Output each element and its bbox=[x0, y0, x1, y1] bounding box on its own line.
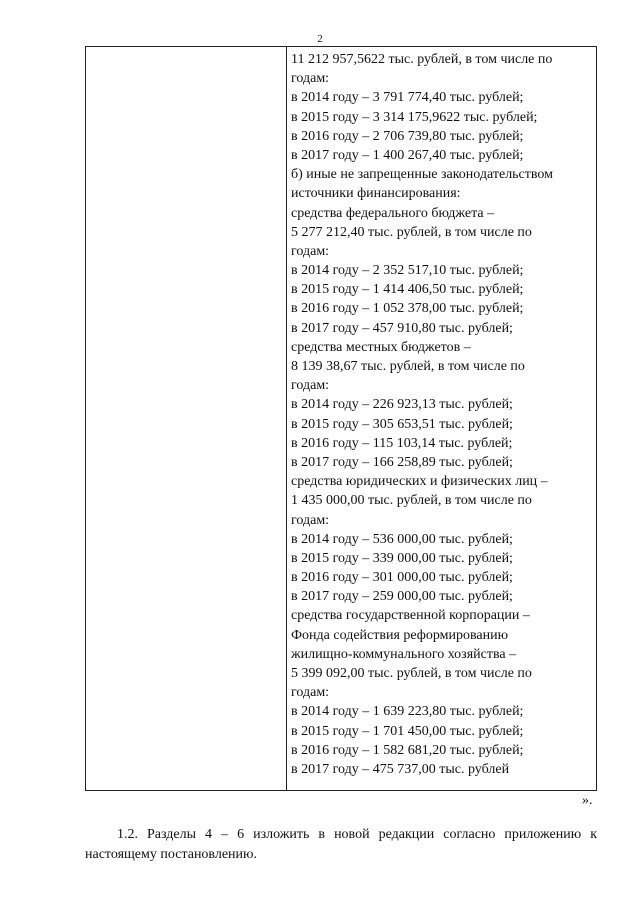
table-text-line: в 2015 году – 339 000,00 тыс. рублей; bbox=[291, 550, 513, 566]
table-text-line: в 2016 году – 301 000,00 тыс. рублей; bbox=[291, 570, 513, 586]
table-text-line: средства государственной корпорации – bbox=[291, 608, 530, 624]
table-text-line: в 2017 году – 1 400 267,40 тыс. рублей; bbox=[291, 147, 524, 163]
table-text-line: годам: bbox=[291, 71, 330, 87]
table-text-line: годам: bbox=[291, 243, 330, 259]
table-text-line: 1 435 000,00 тыс. рублей, в том числе по bbox=[291, 493, 532, 509]
table-text-line: источники финансирования: bbox=[291, 186, 461, 202]
table-text-line: годам: bbox=[291, 378, 330, 394]
table-text-line: в 2014 году – 2 352 517,10 тыс. рублей; bbox=[291, 263, 524, 279]
table-text-line: в 2017 году – 166 258,89 тыс. рублей; bbox=[291, 454, 513, 470]
table-text-line: в 2015 году – 305 653,51 тыс. рублей; bbox=[291, 416, 513, 432]
table-column-divider bbox=[286, 47, 287, 790]
table-text-line: средства местных бюджетов – bbox=[291, 339, 471, 355]
table-text-line: б) иные не запрещенные законодательством bbox=[291, 167, 554, 183]
table-text-line: 5 399 092,00 тыс. рублей, в том числе по bbox=[291, 666, 532, 681]
table-text-line: в 2017 году – 259 000,00 тыс. рублей; bbox=[291, 589, 513, 605]
table-text-line: в 2015 году – 1 701 450,00 тыс. рублей; bbox=[291, 723, 524, 739]
table-text-line: годам: bbox=[291, 512, 330, 528]
table-right-cell bbox=[291, 50, 591, 779]
table-text-line: в 2014 году – 1 639 223,80 тыс. рублей; bbox=[291, 704, 524, 720]
table-text-line: средства юридических и физических лиц – bbox=[291, 474, 548, 490]
table-text-line: в 2014 году – 536 000,00 тыс. рублей; bbox=[291, 531, 513, 547]
table-text-line: в 2016 году – 2 706 739,80 тыс. рублей; bbox=[291, 128, 524, 144]
table-text-line: 5 277 212,40 тыс. рублей, в том числе по bbox=[291, 224, 532, 240]
table-text-line: в 2015 году – 1 414 406,50 тыс. рублей; bbox=[291, 282, 524, 298]
table-text-line: в 2017 году – 457 910,80 тыс. рублей; bbox=[291, 320, 513, 336]
table-text-line: в 2015 году – 3 314 175,9622 тыс. рублей; bbox=[291, 109, 538, 125]
table-text-line: в 2014 году – 3 791 774,40 тыс. рублей; bbox=[291, 90, 524, 106]
table-text-line: в 2016 году – 1 052 378,00 тыс. рублей; bbox=[291, 301, 524, 317]
table-text-line: в 2016 году – 1 582 681,20 тыс. рублей; bbox=[291, 742, 524, 758]
closing-quote: ». bbox=[582, 793, 593, 808]
table-text-line: 8 139 38,67 тыс. рублей, в том числе по bbox=[291, 359, 525, 374]
table-text-line: жилищно-коммунального хозяйства – bbox=[291, 646, 517, 662]
table-text-line: в 2016 году – 115 103,14 тыс. рублей; bbox=[291, 435, 513, 451]
table-text-line: в 2014 году – 226 923,13 тыс. рублей; bbox=[291, 397, 513, 413]
table-text-line: Фонда содействия реформированию bbox=[291, 627, 509, 643]
table-text-line: средства федерального бюджета – bbox=[291, 205, 495, 221]
page-number: 2 bbox=[317, 33, 323, 45]
body-paragraph: 1.2. Разделы 4 – 6 изложить в новой редакции согласно приложению к настоящему постановлению. bbox=[85, 827, 597, 862]
table-text-line: годам: bbox=[291, 685, 330, 701]
table-text-line: 11 212 957,5622 тыс. рублей, в том числе по bbox=[291, 52, 553, 67]
table-text-line: в 2017 году – 475 737,00 тыс. рублей bbox=[291, 761, 510, 777]
financing-table bbox=[85, 46, 597, 791]
